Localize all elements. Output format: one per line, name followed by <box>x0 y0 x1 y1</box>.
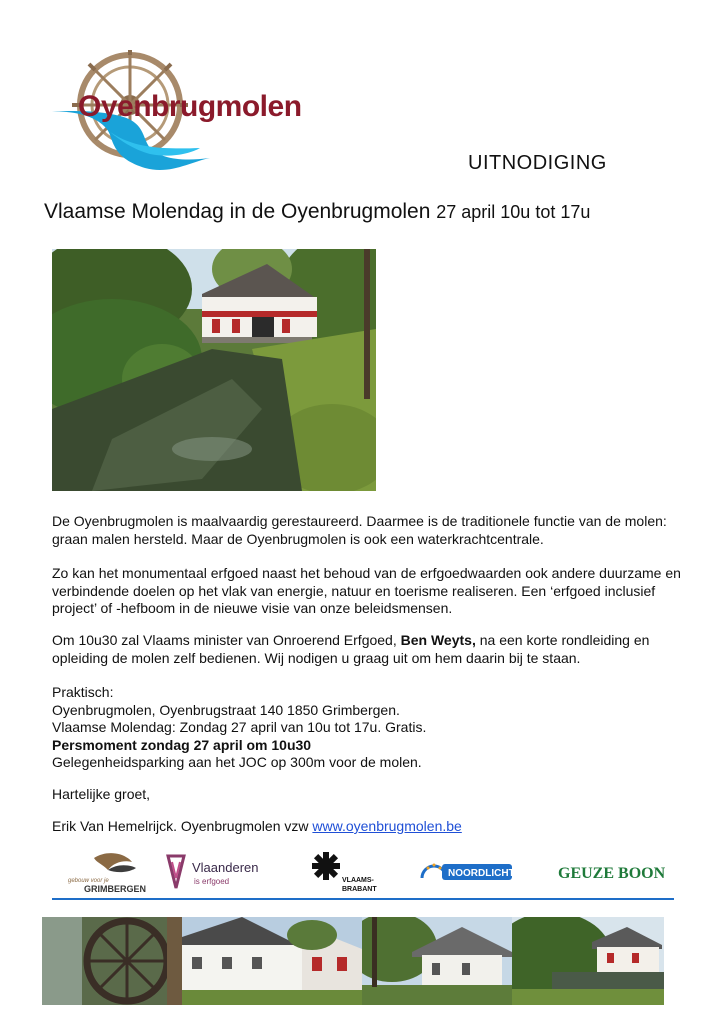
minister-text-after: na een korte rondleiding en opleiding de molen zelf bedienen. Wij nodigen u graag uit om hem daarin bij te staan. <box>52 632 650 666</box>
vlaams-brabant-logo-icon <box>308 848 378 896</box>
title-main: Vlaamse Molendag in de Oyenbrugmolen <box>44 200 431 223</box>
noordlicht-text: NOORDLICHT <box>448 868 515 879</box>
photo-strip <box>42 917 664 1005</box>
paragraph-intro: De Oyenbrugmolen is maalvaardig gerestaureerd. Daarmee is de traditionele functie van de molen: graan malen hersteld. Maar de Oyenbrugmolen is ook een waterkrachtcentrale. <box>52 513 667 547</box>
paragraph-minister <box>52 632 682 667</box>
title-date: 27 april 10u tot 17u <box>436 202 591 222</box>
strip-photo-riverside <box>362 917 512 1005</box>
noordlicht-logo-icon <box>418 848 518 896</box>
vlaams-brabant-text-2: BRABANT <box>342 886 377 893</box>
greeting: Hartelijke groet, <box>52 786 151 802</box>
practical-parking: Gelegenheidsparking aan het JOC op 300m voor de molen. <box>52 754 422 770</box>
practical-info <box>52 684 682 772</box>
vlaanderen-text: Vlaanderen <box>192 860 259 875</box>
geuze-boon-text: GEUZE BOON <box>558 865 666 882</box>
grimbergen-text: GRIMBERGEN <box>84 884 146 894</box>
grimbergen-small-text: gebouw voor je <box>68 878 109 884</box>
practical-day: Vlaamse Molendag: Zondag 27 april van 10u tot 17u. Gratis. <box>52 719 427 735</box>
partner-vlaams-brabant <box>308 846 378 898</box>
geuze-boon-logo-icon <box>558 848 674 896</box>
strip-photo-building <box>182 917 362 1005</box>
vlaanderen-logo-icon <box>164 848 276 896</box>
practical-press: Persmoment zondag 27 april om 10u30 <box>52 736 312 753</box>
website-link[interactable]: www.oyenbrugmolen.be <box>312 818 462 834</box>
partner-grimbergen <box>66 846 146 898</box>
practical-address: Oyenbrugmolen, Oyenbrugstraat 140 1850 Grimbergen. <box>52 701 400 718</box>
grimbergen-logo-icon <box>66 848 146 896</box>
practical-heading: Praktisch: <box>52 684 114 700</box>
partner-logos <box>52 846 674 898</box>
logo-text: Oyenbrugmolen <box>78 90 302 123</box>
vlaanderen-sub-text: is erfgoed <box>194 877 230 886</box>
strip-photo-waterwheel <box>42 917 182 1005</box>
minister-text-before: Om 10u30 zal Vlaams minister van Onroerend Erfgoed, <box>52 632 397 648</box>
paragraph-heritage: Zo kan het monumentaal erfgoed naast het behoud van de erfgoedwaarden ook andere duurzame en verbindende doelen op het vlak van energie, natuur en toerisme realiseren. Een ‘erfgoed inclusief project’ of -hefboom in de nieuwe visie van onze beleidsmensen. <box>52 565 681 616</box>
invitation-label: UITNODIGING <box>468 152 607 174</box>
partner-vlaanderen <box>164 846 276 898</box>
strip-photo-garden <box>512 917 664 1005</box>
signature: Erik Van Hemelrijck. Oyenbrugmolen vzw <box>52 818 309 834</box>
partner-noordlicht <box>418 846 518 898</box>
vlaams-brabant-text-1: VLAAMS- <box>342 877 374 884</box>
signature-line <box>52 818 682 836</box>
mill-photo <box>52 249 376 491</box>
minister-name: Ben Weyts, <box>400 632 476 648</box>
logo <box>50 50 310 175</box>
page-title <box>44 200 590 224</box>
partner-geuze-boon <box>558 846 674 898</box>
divider-line <box>52 898 674 900</box>
